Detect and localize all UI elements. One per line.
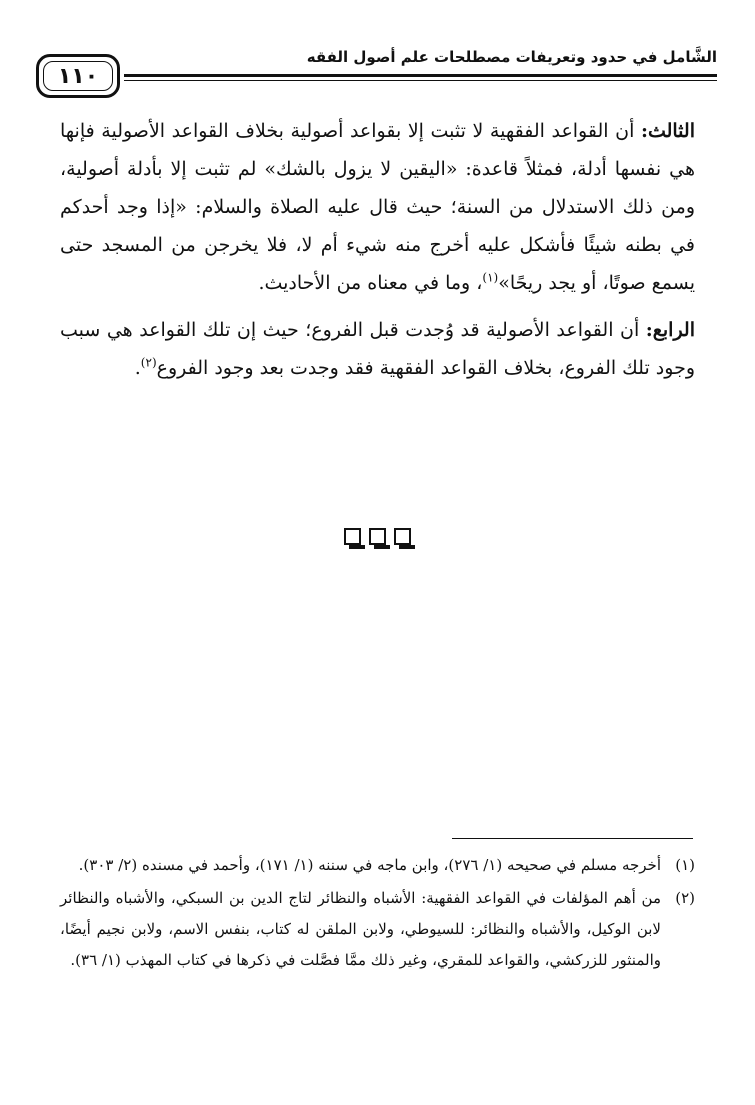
- paragraph-tail: .: [134, 357, 141, 379]
- footnote-text: من أهم المؤلفات في القواعد الفقهية: الأشباه والنظائر لتاج الدين بن السبكي، والأشباه والنظائر لابن الوكيل، والأشباه والنظائر: للسيوطي، ولابن الملقن له كتاب، بنفس الاسم، ولابن نجيم أيضًا، والمنثور للزركشي، والقواعد للمقري، وغير ذلك ممَّا فصَّلت في ذكرها في كتاب المهذب (١/ ٣٦).: [60, 889, 661, 969]
- ornament-box-icon: [344, 528, 361, 545]
- header-rule-thin: [124, 80, 717, 81]
- paragraph-tail: ، وما في معناه من الأحاديث.: [258, 272, 483, 294]
- page-number-frame: [36, 54, 120, 98]
- footnote-separator: [452, 838, 693, 839]
- ornament-box-icon: [394, 528, 411, 545]
- paragraph-third: [60, 112, 695, 302]
- page-header: [28, 46, 717, 106]
- ornament-box-icon: [369, 528, 386, 545]
- running-title: الشَّامل في حدود وتعريفات مصطلحات علم أصول الفقه: [306, 48, 717, 66]
- footnote-text: أخرجه مسلم في صحيحه (١/ ٢٧٦)، وابن ماجه في سننه (١/ ١٧١)، وأحمد في مسنده (٢/ ٣٠٣).: [78, 856, 661, 874]
- footnote-2: [60, 883, 695, 976]
- section-ornament: [0, 528, 755, 545]
- footnote-number: (١): [675, 856, 695, 874]
- paragraph-text: أن القواعد الفقهية لا تثبت إلا بقواعد أصولية بخلاف القواعد الأصولية فإنها هي نفسها أدلة، فمثلاً قاعدة: «اليقين لا يزول بالشك» لم تثبت إلا بأدلة أصولية، ومن ذلك الاستدلال من السنة؛ حيث قال عليه الصلاة والسلام: «إذا وجد أحدكم في بطنه شيئًا فأشكل عليه أخرج منه شيء أم لا، فلا يخرجن من المسجد حتى يسمع صوتًا، أو يجد ريحًا»: [60, 120, 695, 294]
- footnote-number: (٢): [675, 889, 695, 907]
- paragraph-lead: الرابع:: [645, 319, 695, 341]
- footnote-ref: (١): [482, 270, 499, 285]
- page-number: ١١٠: [43, 61, 113, 91]
- footnote-1: [60, 850, 695, 881]
- footnotes: [60, 850, 695, 978]
- main-text: [60, 112, 695, 396]
- header-rule-thick: [124, 74, 717, 77]
- paragraph-text: أن القواعد الأصولية قد وُجدت قبل الفروع؛ حيث إن تلك القواعد هي سبب وجود تلك الفروع، بخلاف القواعد الفقهية فقد وجدت بعد وجود الفروع: [60, 319, 695, 379]
- paragraph-fourth: [60, 311, 695, 387]
- paragraph-lead: الثالث:: [640, 120, 695, 142]
- footnote-ref: (٢): [140, 355, 157, 370]
